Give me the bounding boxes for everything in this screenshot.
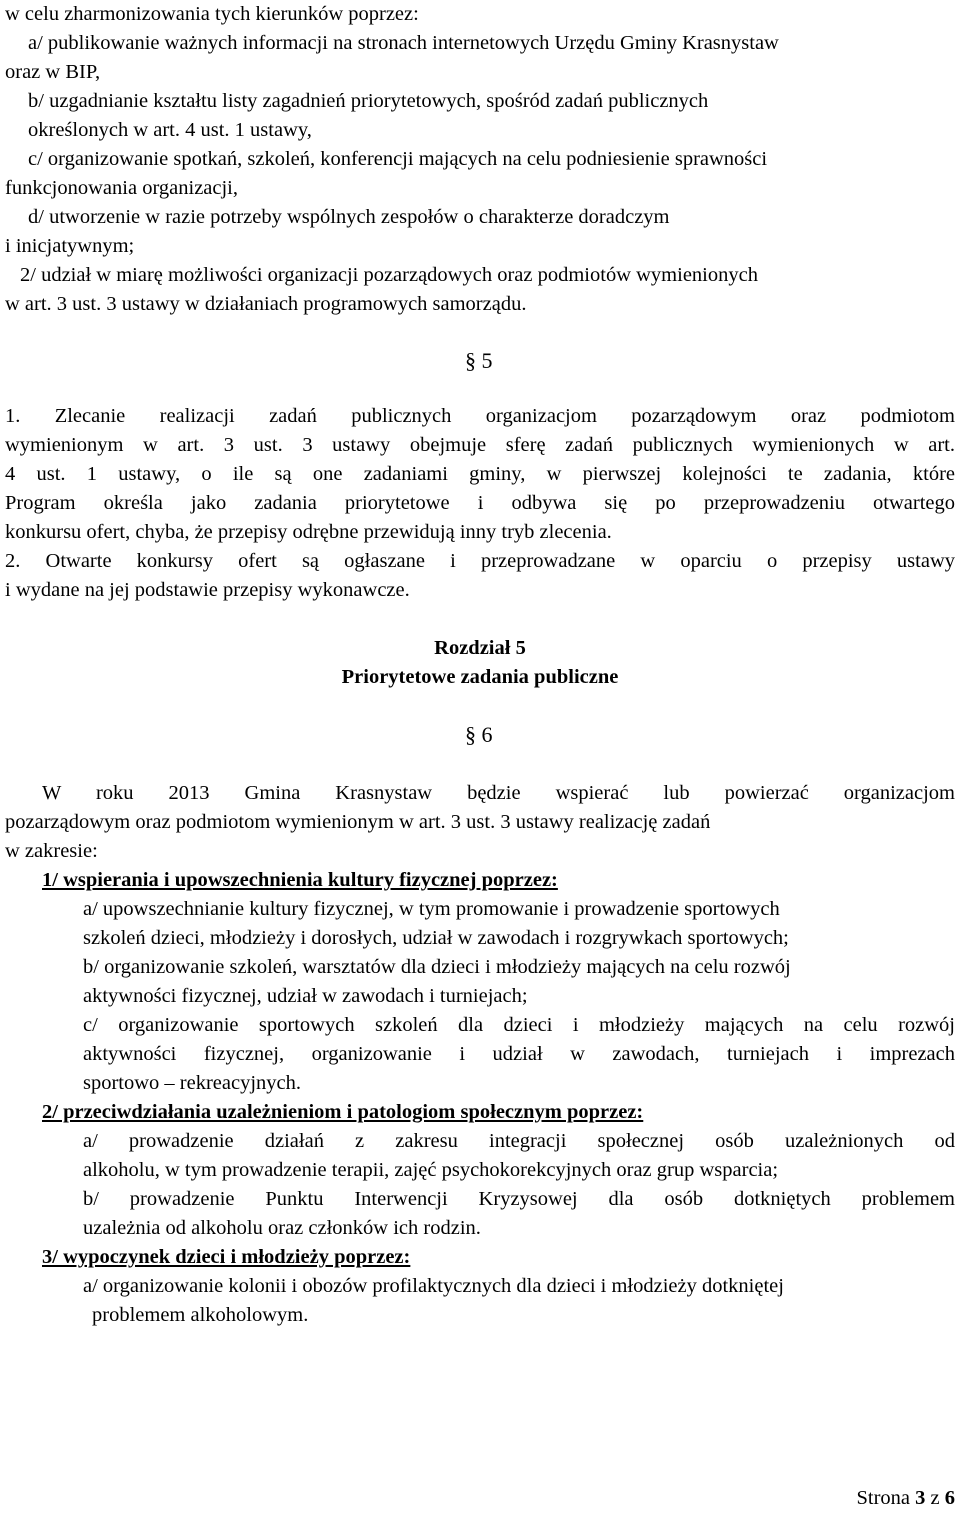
text-line: alkoholu, w tym prowadzenie terapii, zajęć psychokorekcyjnych oraz grup wsparcia;: [83, 1159, 779, 1181]
list-item-c: c/ organizowanie spotkań, szkoleń, konferencji mających na celu podniesienie sprawności: [28, 148, 768, 170]
text-line: aktywności fizycznej, udział w zawodach i turniejach;: [83, 985, 528, 1007]
text-line: 1. Zlecanie realizacji zadań publicznych organizacjom pozarządowym oraz podmiotom: [5, 405, 955, 427]
text-line: w zakresie:: [5, 840, 98, 862]
list-item-c: c/ organizowanie sportowych szkoleń dla dzieci i młodzieży mających na celu rozwój: [83, 1014, 955, 1036]
list-item-b: b/ organizowanie szkoleń, warsztatów dla dzieci i młodzieży mających na celu rozwój: [83, 956, 791, 978]
text-line: w art. 3 ust. 3 ustawy w działaniach programowych samorządu.: [5, 293, 527, 315]
text-line: Program określa jako zadania priorytetowe i odbywa się po przeprowadzeniu otwartego: [5, 492, 955, 514]
section-heading-6: § 6: [465, 722, 493, 747]
list-item-b: b/ uzgadnianie kształtu listy zagadnień priorytetowych, spośród zadań publicznych: [28, 90, 709, 112]
text-line: i inicjatywnym;: [5, 235, 135, 257]
text-line: wymienionym w art. 3 ust. 3 ustawy obejmuje sferę zadań publicznych wymienionych w art.: [5, 434, 955, 456]
text-line: i wydane na jej podstawie przepisy wykonawcze.: [5, 579, 410, 601]
text-line: 4 ust. 1 ustawy, o ile są one zadaniami gminy, w pierwszej kolejności te zadania, które: [5, 463, 955, 485]
list-item-d: d/ utworzenie w razie potrzeby wspólnych zespołów o charakterze doradczym: [28, 206, 670, 228]
chapter-subtitle: Priorytetowe zadania publiczne: [341, 666, 619, 688]
text-line: problemem alkoholowym.: [92, 1304, 309, 1326]
text-line: funkcjonowania organizacji,: [5, 177, 239, 199]
chapter-title: Rozdział 5: [434, 637, 526, 659]
text-line: oraz w BIP,: [5, 61, 101, 83]
page-label: Strona: [856, 1487, 916, 1509]
subsection-heading-1: 1/ wspierania i upowszechnienia kultury fizycznej poprzez:: [42, 869, 558, 891]
text-line: pozarządowym oraz podmiotom wymienionym w art. 3 ust. 3 ustawy realizację zadań: [5, 811, 711, 833]
page-current: 3: [915, 1487, 926, 1509]
list-item-b: b/ prowadzenie Punktu Interwencji Kryzysowej dla osób dotkniętych problemem: [83, 1188, 955, 1210]
page-separator: z: [925, 1487, 945, 1509]
list-item-a: a/ upowszechnianie kultury fizycznej, w tym promowanie i prowadzenie sportowych: [83, 898, 780, 920]
text-line: uzależnia od alkoholu oraz członków ich rodzin.: [83, 1217, 481, 1239]
list-item-a: a/ prowadzenie działań z zakresu integracji społecznej osób uzależnionych od: [83, 1130, 955, 1152]
page-total: 6: [944, 1487, 955, 1509]
text-line: konkursu ofert, chyba, że przepisy odrębne przewidują inny tryb zlecenia.: [5, 521, 612, 543]
subsection-heading-3: 3/ wypoczynek dzieci i młodzieży poprzez:: [42, 1246, 411, 1268]
text-line: określonych w art. 4 ust. 1 ustawy,: [28, 119, 312, 141]
list-item-a: a/ organizowanie kolonii i obozów profilaktycznych dla dzieci i młodzieży dotkniętej: [83, 1275, 784, 1297]
text-line: 2. Otwarte konkursy ofert są ogłaszane i przeprowadzane w oparciu o przepisy ustawy: [5, 550, 955, 572]
text-line: szkoleń dzieci, młodzieży i dorosłych, udział w zawodach i rozgrywkach sportowych;: [83, 927, 789, 949]
text-line: sportowo – rekreacyjnych.: [83, 1072, 302, 1094]
list-item-a: a/ publikowanie ważnych informacji na stronach internetowych Urzędu Gminy Krasnystaw: [28, 32, 779, 54]
text-line: w celu zharmonizowania tych kierunków poprzez:: [5, 3, 419, 25]
section-heading-5: § 5: [465, 348, 493, 373]
subsection-heading-2: 2/ przeciwdziałania uzależnieniom i patologiom społecznym poprzez:: [42, 1101, 644, 1123]
text-line: aktywności fizycznej, organizowanie i udział w zawodach, turniejach i imprezach: [83, 1043, 955, 1065]
list-item-2: 2/ udział w miarę możliwości organizacji pozarządowych oraz podmiotów wymienionych: [20, 264, 758, 286]
text-line: W roku 2013 Gmina Krasnystaw będzie wspierać lub powierzać organizacjom: [42, 782, 955, 804]
